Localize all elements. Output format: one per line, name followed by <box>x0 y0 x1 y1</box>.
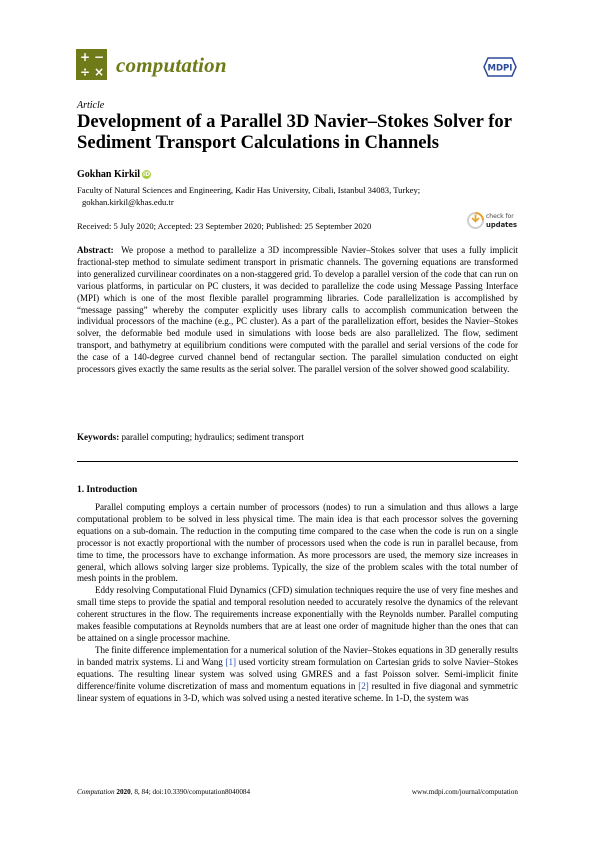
footer-doi[interactable]: , 8, 84; doi:10.3390/computation8040084 <box>130 788 251 796</box>
mdpi-logo-text: MDPI <box>487 63 513 74</box>
check-updates-line1: check for <box>486 213 514 220</box>
citation-link[interactable]: [1] <box>225 656 237 667</box>
keywords <box>77 432 304 442</box>
article-type: Article <box>77 100 105 111</box>
footer-citation <box>77 788 250 796</box>
author-line <box>77 169 151 180</box>
body-text <box>77 502 518 704</box>
journal-name: computation <box>116 53 227 77</box>
affiliation <box>77 184 420 208</box>
abstract-text: We propose a method to parallelize a 3D incompressible Navier–Stokes solver that uses a fully implicit fractional-step method to simulate sediment transport in prismatic channels. The governing equations are transformed into generalized curvilinear coordinates on a non-staggered grid. To develop a parallel version of the code that can run on various platforms, in particular on PC clusters, it was decided to parallelize the code using Message Passing Interface (MPI) which is one of the most flexible parallel programming libraries. Code parallelization is accomplished by “message passing” whereby the computer explicitly uses library calls to accomplish communication between the individual processors of the machine (e.g., PC cluster). As a part of the parallelization effort, besides the Navier–Stokes solver, the deformable bed module used in simulations with loose beds are also parallelized. The flow, sediment transport, and bathymetry at equilibrium conditions were computed with the parallel and serial versions of the code for the case of a 140-degree curved channel bend of rectangular section. The parallel simulation conducted on eight processors gives exactly the same results as the serial solver. The parallel version of the solver showed good scalability. <box>77 245 518 375</box>
citation-link[interactable]: [2] <box>358 680 369 691</box>
paragraph: Parallel computing employs a certain number of processors (nodes) to run a simulation and thus allows a large computational problem to be solved in less physical time. The main idea is that each processor solves the governing equations on a sub-domain. The reduction in the computing time compared to the case when the code is run on a single processor is not exactly proportional with the number of processors used when the code is run in parallel because, from time to time, the processors have to exchange information. As more processors are used, the memory size increases in general, which allows solving larger size problems. Typically, the size of the problem scales with the total number of mesh points in the problem. <box>77 502 518 584</box>
plus-icon: + <box>79 50 91 64</box>
section-divider <box>77 461 518 462</box>
footer-journal: Computation <box>77 788 115 796</box>
paragraph-text: The finite difference implementation for a numerical solution of the Navier–Stokes equations in 3D generally results in banded matrix systems. Li and Wang <box>77 644 518 667</box>
check-for-updates-badge[interactable] <box>467 210 525 234</box>
minus-icon: − <box>93 50 105 64</box>
article-title: Development of a Parallel 3D Navier–Stokes Solver for Sediment Transport Calculations in Channels <box>77 111 512 153</box>
keywords-label: Keywords: <box>77 432 120 442</box>
paragraph <box>77 645 518 705</box>
footer-year: 2020 <box>116 788 131 796</box>
publication-dates: Received: 5 July 2020; Accepted: 23 September 2020; Published: 25 September 2020 <box>77 221 372 231</box>
keywords-text: parallel computing; hydraulics; sediment transport <box>121 432 304 442</box>
mdpi-logo[interactable] <box>482 56 518 78</box>
affiliation-line: Faculty of Natural Sciences and Engineering, Kadir Has University, Cibali, Istanbul 34083, Turkey; <box>77 185 421 195</box>
author-name: Gokhan Kirkil <box>77 169 141 180</box>
multiply-icon: × <box>93 65 105 79</box>
paragraph: Eddy resolving Computational Fluid Dynamics (CFD) simulation techniques require the use of very fine meshes and small time steps to provide the spatial and temporal resolution needed to accurately resolve the dynamics of the relevant coherent structures in the flow. The requirements increase exponentially with the Reynolds number. Parallel computing makes feasible computations at Reynolds numbers that are at least one order of magnitude higher than the ones that can be attained on a single processor machine. <box>77 585 518 643</box>
section-heading: 1. Introduction <box>77 485 138 495</box>
paragraph-text: resulted in five diagonal and symmetric linear system of equations in 3-D, which was solved using a nested iterative scheme. In 1-D, the system was <box>77 680 518 703</box>
check-updates-icon <box>467 212 484 229</box>
footer-url[interactable]: www.mdpi.com/journal/computation <box>411 788 518 796</box>
author-email[interactable]: gokhan.kirkil@khas.edu.tr <box>82 197 174 207</box>
orcid-icon[interactable]: iD <box>143 171 151 178</box>
abstract <box>77 245 518 376</box>
paragraph-text: used vorticity stream formulation on Cartesian grids to solve Navier–Stokes equations. The resulting linear system was solved using GMRES and a fast Poisson solver. Semi-implicit finite difference/finite volume discretization of mass and momentum equations in <box>77 656 518 691</box>
abstract-label: Abstract: <box>77 245 114 255</box>
check-updates-line2: updates <box>486 221 518 229</box>
divide-icon: ÷ <box>79 65 91 79</box>
journal-logo <box>76 49 107 80</box>
